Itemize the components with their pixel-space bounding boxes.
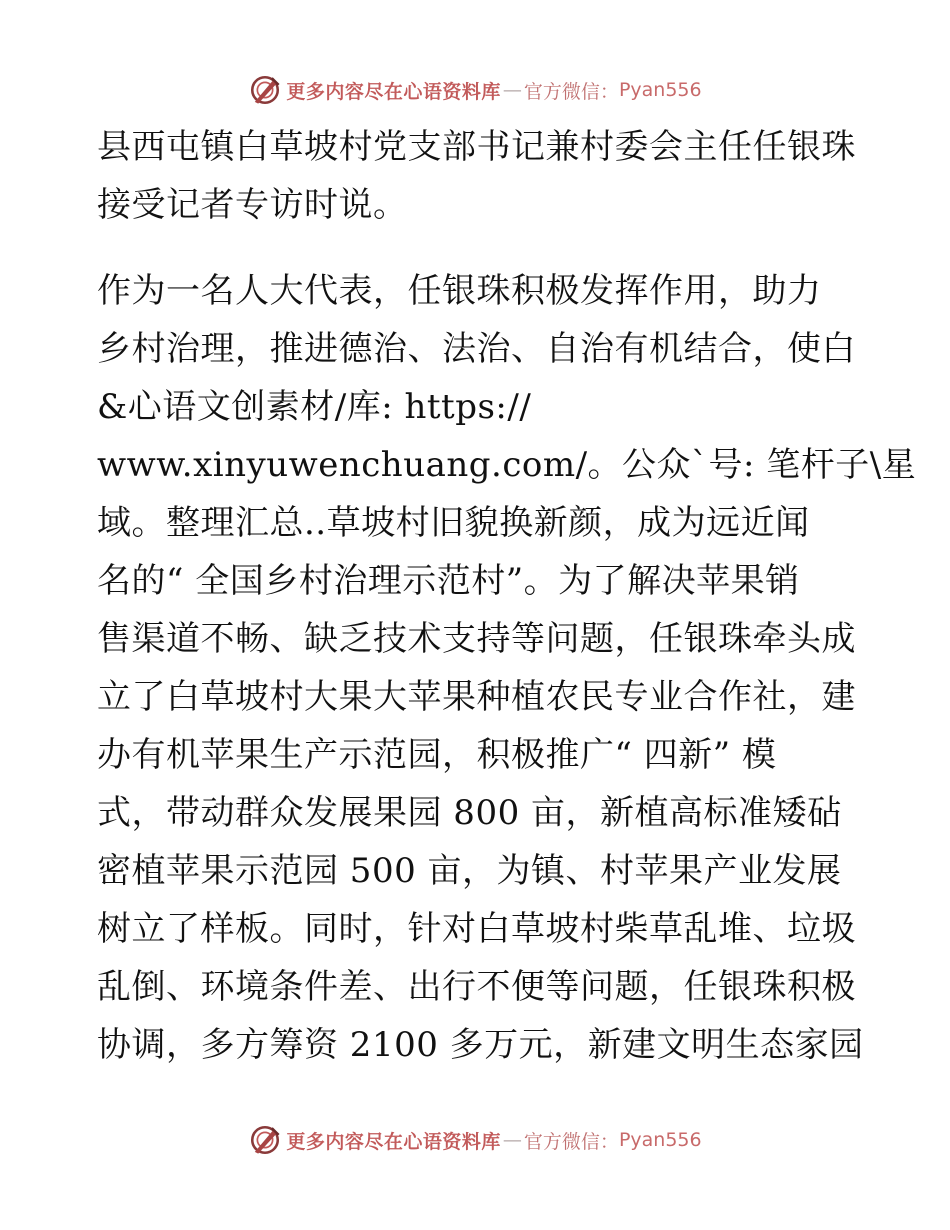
text-line: 域。整理汇总..草坡村旧貌换新颜，成为远近闻: [97, 503, 810, 543]
text-line: 立了白草坡村大果大苹果种植农民专业合作社，建: [97, 677, 856, 717]
pen-logo-icon: [248, 73, 282, 107]
watermark-text: 更多内容尽在心语资料库: [286, 1130, 501, 1153]
text-line: 协调，多方筹资 2100 多万元，新建文明生态家园: [97, 1025, 864, 1065]
paragraph-2: [97, 262, 917, 1074]
document-body: [97, 118, 917, 1074]
watermark-banner-top: [0, 70, 950, 110]
watermark-wechat-label: 官方微信：: [523, 1130, 619, 1153]
text-line: 乡村治理，推进德治、法治、自治有机结合，使白: [97, 329, 856, 369]
watermark-banner-bottom: [0, 1120, 950, 1160]
text-line: 办有机苹果生产示范园，积极推广“ 四新” 模: [97, 735, 777, 775]
text-line: &心语文创素材/库: https://: [97, 387, 532, 427]
text-line: 作为一名人大代表，任银珠积极发挥作用，助力: [97, 271, 822, 311]
text-line: 接受记者专访时说。: [97, 185, 408, 225]
watermark-separator: —: [502, 1129, 522, 1151]
paragraph-1: [97, 118, 857, 234]
paragraph-spacer: [97, 234, 857, 262]
watermark-text: 更多内容尽在心语资料库: [286, 80, 501, 103]
pen-logo-icon: [248, 1123, 282, 1157]
text-line: 树立了样板。同时，针对白草坡村柴草乱堆、垃圾: [97, 909, 856, 949]
text-line: 售渠道不畅、缺乏技术支持等问题，任银珠牵头成: [97, 619, 856, 659]
text-line: 县西屯镇白草坡村党支部书记兼村委会主任任银珠: [97, 127, 856, 167]
text-line: 密植苹果示范园 500 亩，为镇、村苹果产业发展: [97, 851, 842, 891]
watermark-separator: —: [502, 79, 522, 101]
text-line: www.xinyuwenchuang.com/。公众`号: 笔杆子\星: [97, 445, 917, 485]
text-line: 乱倒、环境条件差、出行不便等问题，任银珠积极: [97, 967, 856, 1007]
watermark-wechat-id: Pyan556: [618, 1129, 702, 1151]
text-line: 式，带动群众发展果园 800 亩，新植高标准矮砧: [97, 793, 842, 833]
watermark-wechat-label: 官方微信：: [523, 80, 619, 103]
watermark-wechat-id: Pyan556: [618, 79, 702, 101]
text-line: 名的“ 全国乡村治理示范村”。为了解决苹果销: [97, 561, 800, 601]
